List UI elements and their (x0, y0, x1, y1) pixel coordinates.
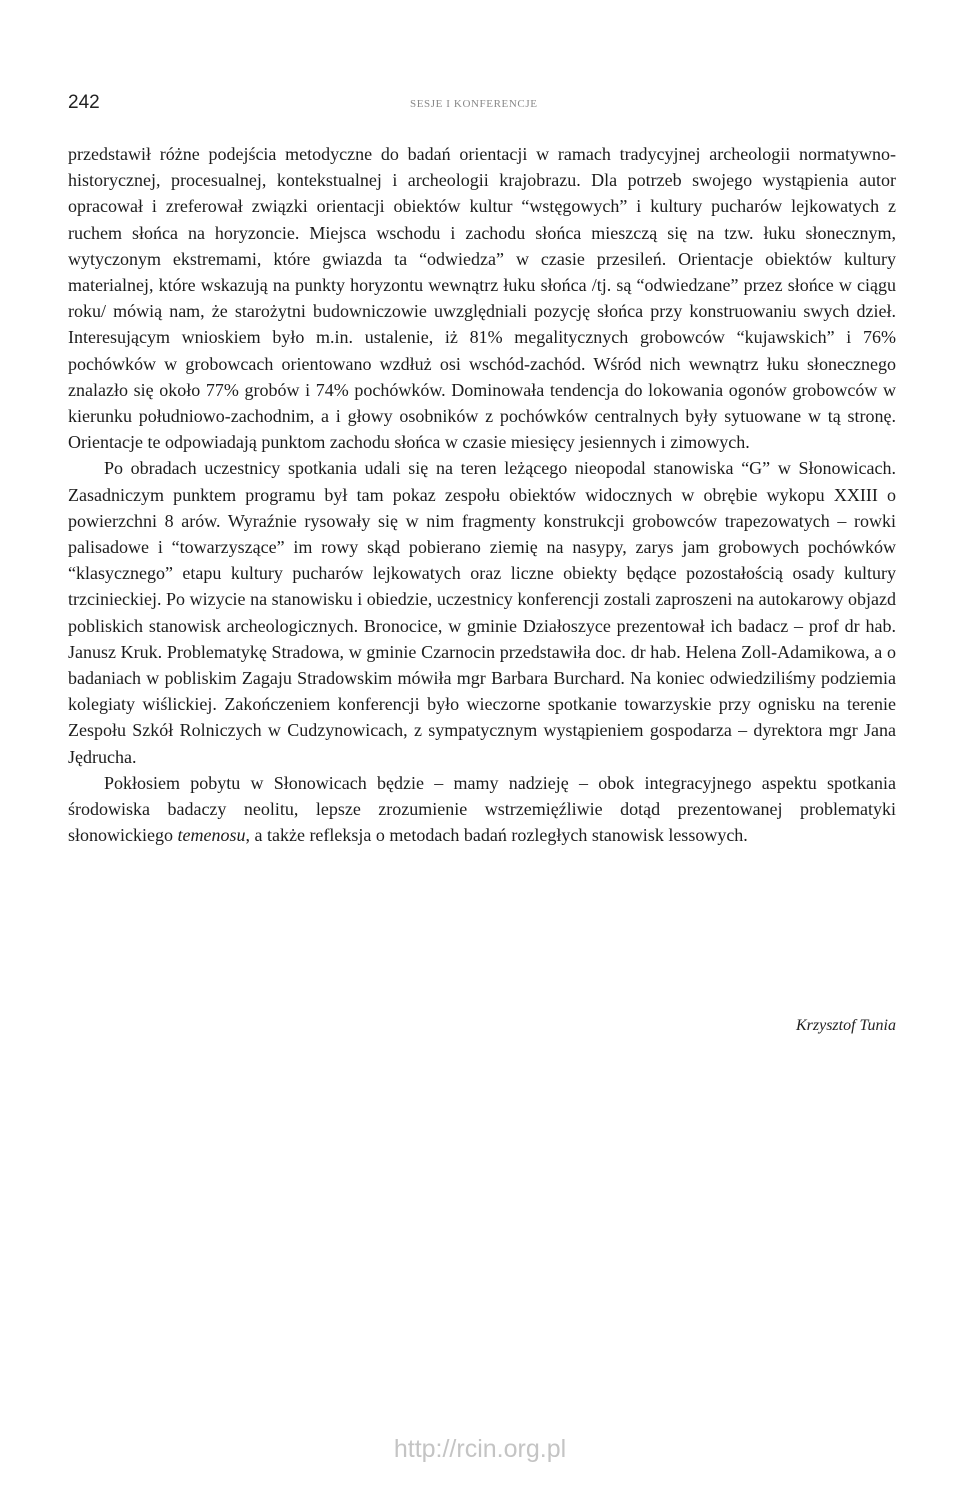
page-number: 242 (68, 92, 100, 113)
page-header (68, 92, 896, 122)
body-paragraph: przedstawił różne podejścia metodyczne do badań orientacji w ramach tradycyjnej archeologii normatywno-historycznej, procesualnej, kontekstualnej i archeologii krajobrazu. Dla potrzeb swojego wystąpienia autor opracował i zreferował związki orientacji obiektów kultur “wstęgowych” i kultury pucharów lejkowatych z ruchem słońca na horyzoncie. Miejsca wschodu i zachodu słońca mieszczą się na tzw. łuku słonecznym, wytyczonym ekstremami, które gwiazda ta “odwiedza” w czasie przesileń. Orientacje obiektów kultury materialnej, które wskazują na punkty horyzontu wewnątrz łuku słońca /tj. są “odwiedzane” przez słońce w ciągu roku/ mówią nam, że starożytni budowniczowie uwzględniali pozycję słońca przy konstruowaniu swych dzieł. Interesującym wnioskiem było m.in. ustalenie, iż 81% megalitycznych grobowców “kujawskich” i 76% pochówków w grobowcach orientowano wzdłuż osi wschód-zachód. Wśród nich wewnątrz łuku słonecznego znalazło się około 77% grobów i 74% pochówków. Dominowała tendencja do lokowania ogonów grobowców w kierunku południowo-zachodnim, a i głowy osobników z pochówków centralnych były sytuowane w tą stronę. Orientacje te odpowiadają punktom zachodu słońca w czasie miesięcy jesiennych i zimowych. (68, 144, 896, 453)
paragraph-text: Pokłosiem pobytu w Słonowicach będzie – mamy nadzieję – obok integracyjnego aspektu spotkania środowiska badaczy neolitu, lepsze zrozumienie wstrzemięźliwie dotąd prezentowanej problematyki słonowickiego (68, 772, 896, 846)
body-paragraph (68, 770, 896, 849)
author-signature: Krzysztof Tunia (795, 1017, 896, 1034)
article-body (68, 141, 896, 848)
body-paragraph: Po obradach uczestnicy spotkania udali się na teren leżącego nieopodal stanowiska “G” w Słonowicach. Zasadniczym punktem programu był tam pokaz zespołu obiektów widocznych w obrębie wykopu XXIII o powierzchni 8 arów. Wyraźnie rysowały się w nim fragmenty konstrukcji grobowców trapezowatych – rowki palisadowe i “towarzyszące” im rowy skąd pobierano ziemię na nasypy, zarys jam grobowych pochówków “klasycznego” etapu kultury pucharów lejkowatych oraz liczne obiekty będące pozostałością osady kultury trzcinieckiej. Po wizycie na stanowisku i obiedzie, uczestnicy konferencji zostali zaproszeni na autokarowy objazd pobliskich stanowisk archeologicznych. Bronocice, w gminie Działoszyce prezentował ich badacz – prof dr hab. Janusz Kruk. Problematykę Stradowa, w gminie Czarnocin przedstawiła doc. dr hab. Helena Zoll-Adamikowa, a o badaniach w pobliskim Zagaju Stradowskim mówiła mgr Barbara Burchard. Na koniec odwiedziliśmy podziemia kolegiaty wiślickiej. Zakończeniem konferencji było wieczorne spotkanie towarzyskie przy ognisku na terenie Zespołu Szkół Rolniczych w Cudzynowicach, z sympatycznym wystąpieniem gospodarza – dyrektora mgr Jana Jędrucha. (68, 458, 896, 767)
footer-url: http://rcin.org.pl (393, 1435, 567, 1463)
italic-term: temenosu (177, 825, 246, 846)
paragraph-text: , a także refleksja o metodach badań rozległych stanowisk lessowych. (245, 825, 748, 846)
running-head: SESJE I KONFERENCJE (410, 98, 538, 110)
